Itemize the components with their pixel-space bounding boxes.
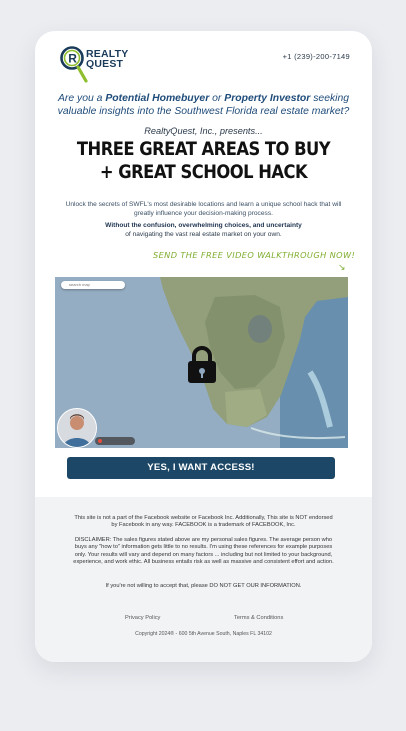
video-controls[interactable]	[95, 437, 135, 445]
video-callout-note: SEND THE FREE VIDEO WALKTHROUGH NOW!	[153, 250, 356, 260]
presenter-face-icon	[58, 409, 96, 447]
record-icon	[98, 439, 102, 443]
map-search-input[interactable]: search map	[61, 281, 125, 289]
facebook-disclaimer: This site is not a part of the Facebook website or Facebook Inc. Additionally, This site is NOT endorsed by Facebook in any way. FACEBOOK is a trademark of FACEBOOK, Inc.	[74, 515, 333, 529]
description-bold: Without the confusion, overwhelming choices, and uncertainty	[105, 222, 302, 229]
intro-question	[55, 93, 352, 118]
sales-disclaimer: DISCLAIMER: The sales figures stated above are my personal sales figures. The average person who buys any "how to" information gets little to no results. I'm using these references for example purposes only. Your results will vary and depend on many factors ... including but not limited to your background, experience, and work ethic. All business entails risk as well as massive and consistent effort and action.	[73, 537, 334, 566]
presents-line: RealtyQuest, Inc., presents...	[144, 126, 263, 136]
description-text: Unlock the secrets of SWFL's most desirable locations and learn a unique school hack that will greatly influence your decision-making process.	[65, 201, 342, 217]
terms-link[interactable]: Terms & Conditions	[234, 615, 284, 621]
page-headline	[59, 138, 349, 184]
question-homebuyer: Potential Homebuyer	[105, 93, 210, 104]
logo-letter: R	[68, 51, 77, 66]
footer	[35, 497, 372, 662]
copyright: Copyright 2024® - 600 5th Avenue South, Naples FL 34102	[135, 631, 272, 637]
access-button[interactable]: YES, I WANT ACCESS!	[67, 457, 335, 479]
question-text: seeking valuable insights into the Southwest Florida real estate market?	[57, 93, 350, 117]
warning-text: If you're not willing to accept that, please DO NOT GET OUR INFORMATION.	[105, 583, 302, 589]
realty-quest-logo[interactable]	[59, 44, 169, 84]
phone-number[interactable]: +1 (239)-200-7149	[282, 52, 350, 61]
header	[35, 31, 372, 91]
logo-text-quest: QUEST	[86, 58, 124, 70]
video-preview[interactable]	[55, 277, 348, 448]
headline-line2: + GREAT SCHOOL HACK	[99, 161, 308, 183]
landing-card	[35, 31, 372, 662]
presenter-avatar	[57, 408, 97, 448]
description-emphasis	[63, 221, 344, 239]
privacy-policy-link[interactable]: Privacy Policy	[125, 615, 161, 621]
logo-text-realty: REALTY	[86, 48, 129, 60]
down-arrow-icon: ↘	[338, 262, 346, 272]
question-text: or	[209, 93, 225, 104]
headline-line1: THREE GREAT AREAS TO BUY	[76, 138, 331, 160]
question-text: Are you a	[57, 93, 106, 104]
question-investor: Property Investor	[224, 93, 311, 104]
logo-wordmark	[86, 49, 128, 69]
lock-icon	[186, 345, 218, 385]
description-line2: of navigating the vast real estate market on your own.	[125, 231, 282, 238]
